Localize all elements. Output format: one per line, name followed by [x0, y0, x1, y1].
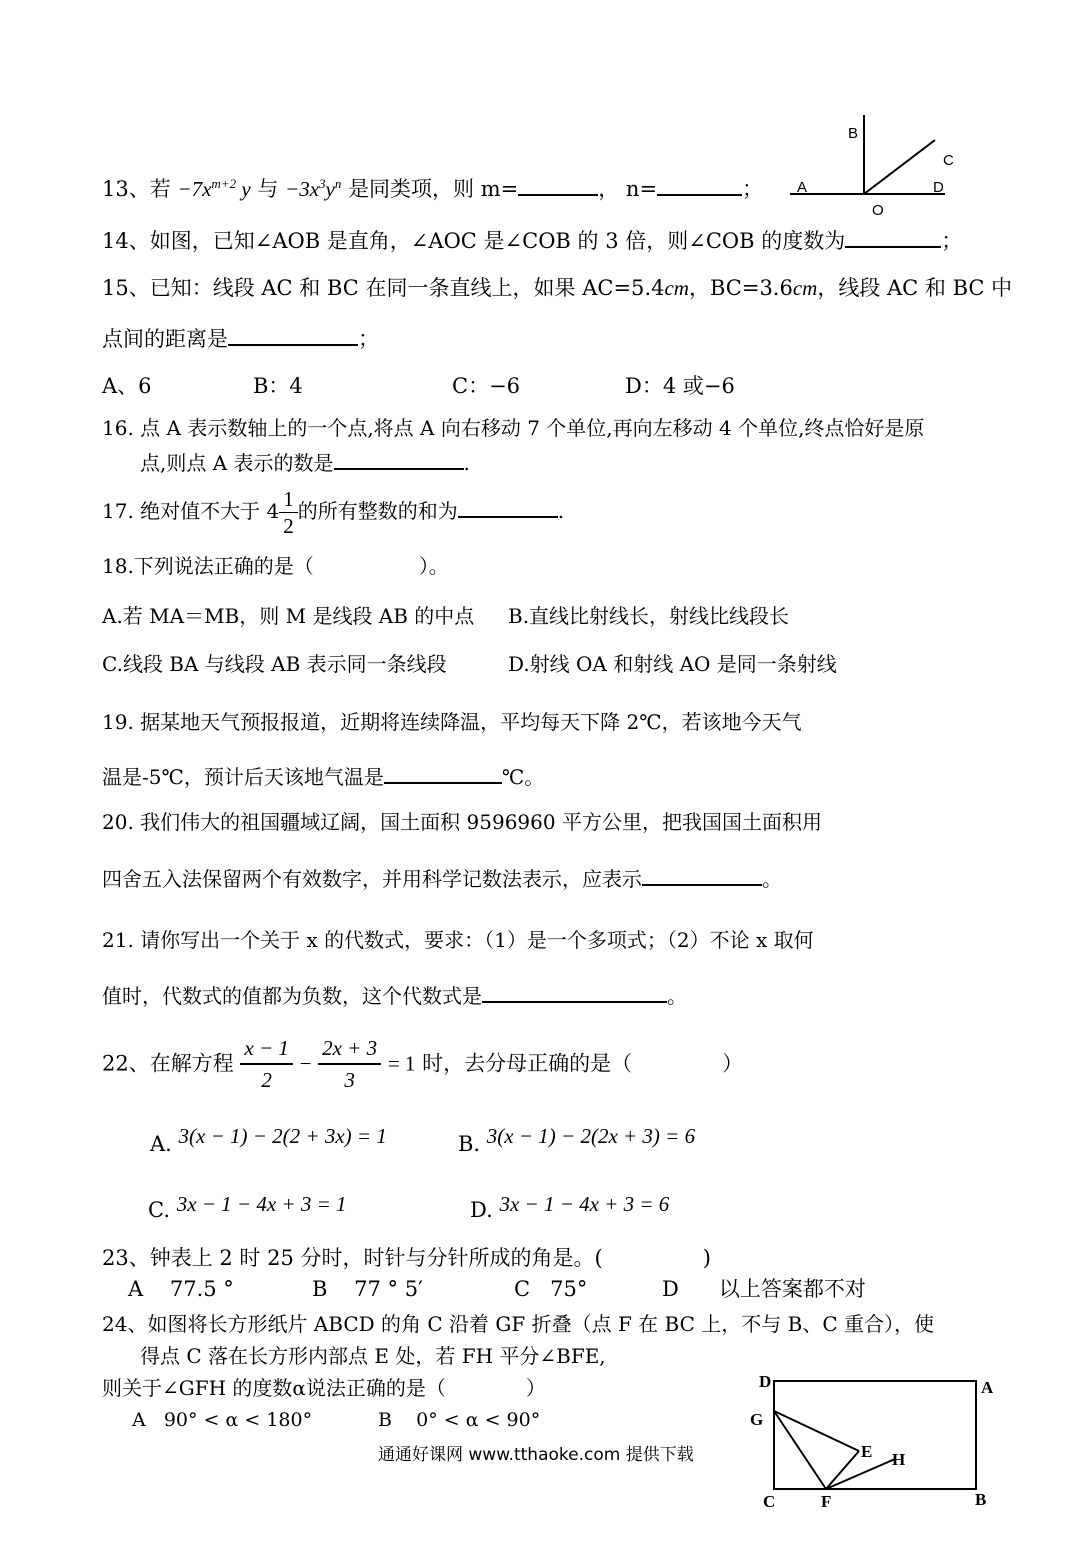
q19-end: ℃。 — [501, 765, 545, 789]
question-16-line2 — [140, 448, 470, 477]
q13-sep: ， n= — [598, 177, 658, 201]
q14-text: 14、如图，已知∠AOB 是直角，∠AOC 是∠COB 的 3 倍，则∠COB 的度数为 — [102, 229, 846, 253]
question-15-line1 — [102, 274, 1012, 302]
q17-pre: 17. 绝对值不大于 4 — [102, 499, 280, 523]
q21-blank[interactable] — [482, 981, 667, 1003]
q23-option-b[interactable]: B 77 ° 5′ — [312, 1277, 423, 1301]
question-16-line1 — [102, 414, 924, 442]
label-c: C — [763, 1492, 776, 1511]
q18-end: ）。 — [418, 554, 449, 578]
q21-text2: 值时，代数式的值都为负数，这个代数式是 — [102, 984, 482, 1008]
q24-end: ） — [525, 1376, 546, 1400]
q18-option-a[interactable]: A.若 MA＝MB，则 M 是线段 AB 的中点 — [102, 604, 475, 628]
question-24-line2 — [140, 1342, 606, 1370]
q20-text2: 四舍五入法保留两个有效数字，并用科学记数法表示，应表示 — [102, 867, 642, 891]
label-g: G — [750, 1410, 764, 1429]
q22-equals: = 1 — [387, 1051, 416, 1076]
q20-end: 。 — [762, 867, 782, 891]
question-21-line1 — [102, 926, 814, 954]
q24-option-a[interactable]: A 90° < α < 180° — [132, 1409, 313, 1431]
q23-option-c[interactable]: C 75° — [514, 1277, 588, 1301]
q15-option-a[interactable]: A、6 — [102, 374, 152, 398]
q22-option-d-label: D. — [470, 1198, 493, 1222]
question-22 — [102, 1030, 743, 1096]
q13-term1: $-7x^{m+2}$ y — [177, 176, 251, 201]
label-a: A — [797, 179, 808, 196]
q16-blank[interactable] — [334, 448, 464, 470]
q22-option-a-expr: 3(x − 1) − 2(2 + 3x) = 1 — [178, 1124, 387, 1148]
q13-blank-m[interactable] — [518, 174, 598, 196]
q15-end: ； — [358, 327, 379, 351]
label-b: B — [975, 1490, 987, 1509]
q22-pre: 22、在解方程 — [102, 1051, 234, 1076]
label-d: D — [759, 1372, 772, 1391]
q23-end: ) — [702, 1246, 711, 1270]
question-17 — [102, 486, 564, 539]
q15-text2: 点间的距离是 — [102, 327, 228, 351]
q17-blank[interactable] — [458, 496, 558, 518]
q13-term2: $-3x^3y^n$ — [285, 176, 342, 201]
q15-mid: ，BC=3.6 — [688, 276, 793, 300]
label-f: F — [821, 1492, 832, 1511]
q22-option-a[interactable] — [150, 1124, 387, 1158]
q19-text1: 19. 据某地天气预报报道，近期将连续降温，平均每天下降 2℃，若该地今天气 — [102, 710, 802, 734]
q17-fraction: $\frac{1}{2}$ — [279, 486, 298, 539]
q17-end: . — [557, 499, 565, 523]
q16-text1: 16. 点 A 表示数轴上的一个点,将点 A 向右移动 7 个单位,再向左移动 4 个单位,终点恰好是原 — [102, 416, 925, 440]
q15-option-b[interactable]: B：4 — [253, 374, 303, 398]
q24-text1: 24、如图将长方形纸片 ABCD 的角 C 沿着 GF 折叠（点 F 在 BC 上，不与 B、C 重合），使 — [102, 1312, 934, 1336]
q22-post: 时，去分母正确的是（ — [422, 1051, 633, 1076]
question-24-line3 — [102, 1374, 546, 1402]
q22-end: ） — [722, 1051, 744, 1076]
q21-end: 。 — [667, 984, 687, 1008]
q22-fraction-1: $\frac{x - 1}{2}$ — [240, 1033, 293, 1095]
q13-number: 13、若 — [102, 177, 171, 201]
q18-option-c[interactable]: C.线段 BA 与线段 AB 表示同一条线段 — [102, 652, 447, 676]
q22-minus: − — [299, 1051, 312, 1076]
question-19-line2 — [102, 762, 544, 791]
q15-unit2: cm — [792, 276, 818, 300]
q22-option-b-label: B. — [458, 1132, 481, 1156]
label-d: D — [933, 179, 944, 196]
q22-option-d[interactable] — [470, 1192, 670, 1224]
q15-unit1: cm — [664, 276, 689, 300]
question-19-line1 — [102, 708, 802, 736]
q23-option-a[interactable]: A 77.5 ° — [128, 1277, 234, 1301]
q21-text1: 21. 请你写出一个关于 x 的代数式，要求：（1）是一个多项式；（2）不论 x 取何 — [102, 928, 814, 952]
q19-text2: 温是-5℃，预计后天该地气温是 — [102, 765, 384, 789]
label-c: C — [943, 152, 954, 169]
q15-text1: 15、已知：线段 AC 和 BC 在同一条直线上，如果 AC=5.4 — [102, 276, 665, 300]
question-18 — [102, 552, 449, 580]
question-20-line1 — [102, 808, 822, 836]
q16-end: . — [463, 451, 470, 475]
q18-text: 18.下列说法正确的是（ — [102, 554, 314, 578]
q22-option-a-label: A. — [150, 1132, 172, 1156]
q14-end: ； — [941, 229, 963, 253]
q14-blank[interactable] — [845, 226, 941, 248]
q22-fraction-2: $\frac{2x + 3}{3}$ — [318, 1033, 381, 1095]
question-15-line2 — [102, 324, 379, 353]
q23-text: 23、钟表上 2 时 25 分时，时针与分针所成的角是。( — [102, 1246, 603, 1270]
q18-option-d[interactable]: D.射线 OA 和射线 AO 是同一条射线 — [508, 652, 837, 676]
q22-option-b[interactable] — [458, 1124, 696, 1158]
label-e: E — [861, 1442, 873, 1461]
label-o: O — [872, 202, 884, 219]
q22-option-c-label: C. — [148, 1198, 170, 1222]
angle-figure — [785, 110, 965, 220]
footer-credit: 通通好课网 www.tthaoke.com 提供下载 — [378, 1445, 694, 1465]
question-24-line1 — [102, 1310, 934, 1338]
question-21-line2 — [102, 981, 687, 1010]
q22-option-c-expr: 3x − 1 − 4x + 3 = 1 — [176, 1192, 347, 1216]
q13-blank-n[interactable] — [657, 174, 742, 196]
q18-option-b[interactable]: B.直线比射线长，射线比线段长 — [508, 604, 790, 628]
question-20-line2 — [102, 864, 782, 893]
q15-option-d[interactable]: D：4 或−6 — [625, 374, 735, 398]
rectangle-fold-figure — [750, 1365, 1005, 1511]
q22-option-b-expr: 3(x − 1) − 2(2x + 3) = 6 — [486, 1124, 696, 1148]
q24-option-b[interactable]: B 0° < α < 90° — [378, 1409, 541, 1431]
q15-blank[interactable] — [228, 324, 358, 346]
q15-tail: ，线段 AC 和 BC 中 — [817, 276, 1013, 300]
q15-option-c[interactable]: C：−6 — [452, 374, 521, 398]
q24-text3: 则关于∠GFH 的度数α说法正确的是（ — [102, 1376, 446, 1400]
label-h: H — [892, 1450, 906, 1469]
q23-option-d[interactable]: D 以上答案都不对 — [662, 1277, 866, 1301]
q22-option-c[interactable] — [148, 1192, 347, 1224]
q20-text1: 20. 我们伟大的祖国疆域辽阔，国土面积 9596960 平方公里，把我国国土面积用 — [102, 810, 822, 834]
label-a: A — [981, 1378, 994, 1397]
question-14 — [102, 226, 962, 255]
q22-option-d-expr: 3x − 1 − 4x + 3 = 6 — [499, 1192, 670, 1216]
q17-post: 的所有整数的和为 — [297, 499, 458, 523]
label-b: B — [848, 125, 859, 142]
q16-text2: 点,则点 A 表示的数是 — [140, 451, 334, 475]
q19-blank[interactable] — [384, 762, 502, 784]
question-23 — [102, 1244, 711, 1272]
q13-end: ； — [742, 177, 764, 201]
q13-mid: 与 — [257, 177, 279, 201]
q20-blank[interactable] — [642, 864, 762, 886]
question-13 — [102, 170, 763, 203]
q13-tail: 是同类项，则 m= — [348, 177, 519, 201]
q24-text2: 得点 C 落在长方形内部点 E 处，若 FH 平分∠BFE, — [140, 1344, 606, 1368]
